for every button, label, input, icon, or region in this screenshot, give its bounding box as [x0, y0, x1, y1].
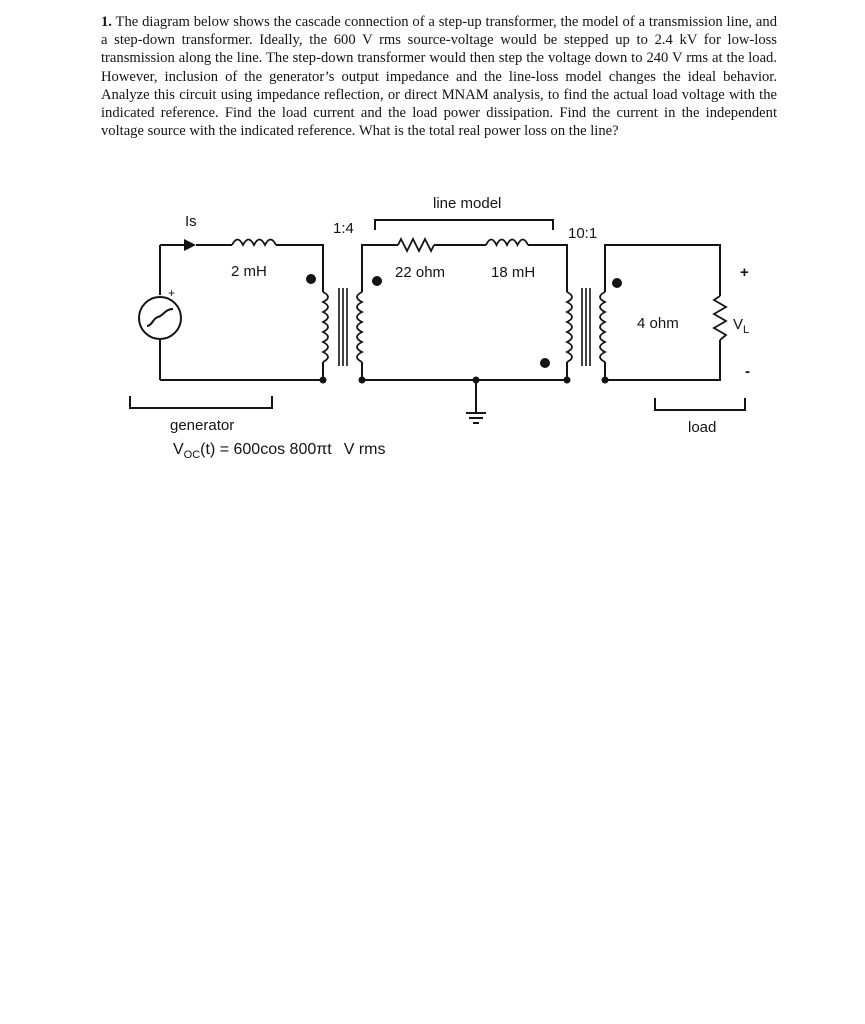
- load-resistor-label: 4 ohm: [637, 315, 679, 332]
- source-equation: [173, 441, 386, 461]
- gen-inductor-label: 2 mH: [231, 263, 267, 280]
- vl-sub: L: [743, 324, 750, 336]
- load-plus-label: +: [740, 264, 749, 281]
- line-top-wire: [362, 245, 567, 292]
- current-label: Is: [185, 213, 197, 230]
- polarity-dot-primary-1: [306, 274, 316, 284]
- polarity-dot-secondary-1: [372, 276, 382, 286]
- load-label: load: [688, 419, 717, 436]
- step-up-ratio-label: 1:4: [333, 220, 354, 237]
- load-resistor: [714, 296, 726, 340]
- line-resistor-label: 22 ohm: [395, 264, 446, 281]
- step-up-core: [339, 288, 347, 366]
- gen-bottom-wire: [160, 362, 323, 380]
- step-down-primary-coil: [567, 292, 572, 362]
- load-wire: [605, 245, 720, 380]
- load-voltage-label: [733, 316, 749, 336]
- step-down-secondary-coil: [600, 292, 605, 362]
- current-arrow: [184, 239, 196, 251]
- line-inductor: [486, 240, 528, 246]
- vl-main: V: [733, 316, 744, 333]
- problem-number: 1.: [101, 14, 112, 30]
- step-down-ratio-label: 10:1: [568, 225, 598, 242]
- polarity-dot-secondary-2: [612, 278, 622, 288]
- ground-stem: [466, 380, 486, 423]
- source-plus-label: +: [168, 286, 176, 300]
- problem-text: The diagram below shows the cascade connection of a step-up transformer, the model of a transmission line, and a step-down transformer. Ideally, the 600 V rms source-voltage would be stepped up to 2.4 kV for low-loss transmission along the line. The step-down transformer would then step the voltage down to 240 V rms at the load. However, inclusion of the generator’s output impedance and the line-loss model changes the ideal behavior. Analyze this circuit using impedance reflection, or direct MNAM analysis, to find the actual load voltage with the indicated reference. Find the load current and the load power dissipation. Find the current in the independent voltage source with the indicated reference. What is the total real power loss on the line?: [101, 14, 777, 140]
- step-down-transformer: [567, 288, 605, 366]
- line-bottom-wire: [362, 362, 567, 380]
- line-model-bracket: [375, 220, 553, 230]
- junction-dot: [320, 377, 327, 384]
- line-resistor: [398, 239, 434, 251]
- load-bracket: [655, 398, 745, 410]
- line-inductor-label: 18 mH: [491, 264, 536, 281]
- junction-dot: [602, 377, 609, 384]
- polarity-dot-primary-2: [540, 358, 550, 368]
- step-down-core: [582, 288, 590, 366]
- voc-unit: V rms: [343, 441, 386, 458]
- load-minus-label: -: [745, 363, 750, 380]
- junction-dot: [564, 377, 571, 384]
- step-up-secondary-coil: [357, 292, 362, 362]
- gen-inductor: [232, 240, 276, 246]
- line-model-label: line model: [433, 195, 502, 212]
- junction-dot: [359, 377, 366, 384]
- voc-expression: (t) = 600cos 800πt: [200, 441, 332, 458]
- junction-dot: [473, 377, 480, 384]
- generator-label: generator: [170, 417, 235, 434]
- voc-sub: OC: [183, 449, 201, 462]
- generator-bracket: [130, 396, 272, 408]
- step-up-transformer: [323, 288, 362, 366]
- voltage-source: [139, 297, 181, 339]
- voc-prefix: V: [173, 441, 184, 458]
- step-up-primary-coil: [323, 292, 328, 362]
